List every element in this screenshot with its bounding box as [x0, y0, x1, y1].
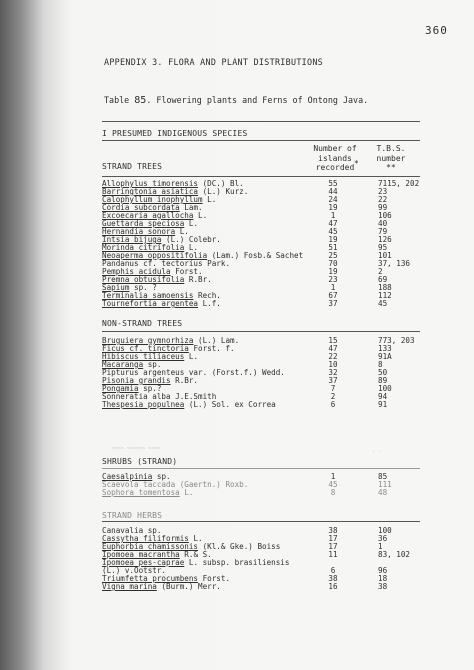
- tbs-number: 95: [378, 243, 388, 252]
- table-title-post: . Flowering plants and Ferns of Ontong Java.: [146, 95, 369, 105]
- islands-recorded: 70: [328, 259, 338, 268]
- tbs-number: 126: [378, 235, 392, 244]
- tbs-number: 101: [378, 251, 392, 260]
- tbs-number: 773, 203: [378, 336, 415, 345]
- tbs-number: 100: [378, 384, 392, 393]
- species-name: [102, 299, 221, 308]
- islands-recorded: 47: [328, 344, 338, 353]
- islands-recorded: 17: [328, 534, 338, 543]
- species-name-underlined: Hibiscus tiliaceus: [102, 352, 185, 361]
- islands-recorded: 10: [328, 360, 338, 369]
- table-number: 85: [134, 95, 147, 106]
- tbs-number: 37, 136: [378, 259, 411, 268]
- islands-recorded: 25: [328, 251, 338, 260]
- species-authority: L.: [184, 219, 199, 228]
- tbs-number: 91A: [378, 352, 392, 361]
- islands-recorded: 19: [328, 267, 338, 276]
- species-name-underlined: Allophylus timorensis: [102, 179, 199, 188]
- species-name-underlined: Tournefortia argentea: [102, 299, 199, 308]
- tbs-number: 85: [378, 472, 388, 481]
- species-authority: L.: [193, 211, 208, 220]
- strike-through-annotation: ~~~~ ~~~~~~ ~~~~: [112, 446, 161, 452]
- column-header-tbs-line-3: **: [386, 163, 396, 172]
- section-i-heading: I PRESUMED INDIGENOUS SPECIES: [102, 129, 248, 138]
- species-name: [102, 488, 193, 497]
- species-authority: (DC.) Bl.: [198, 179, 244, 188]
- islands-recorded: 32: [328, 368, 338, 377]
- column-header-tbs-line-1: T.B.S.: [376, 144, 406, 153]
- species-authority: (L.) Lam.: [193, 336, 240, 345]
- table-row: [0, 488, 474, 497]
- species-name-underlined: Vigna marina: [102, 582, 157, 591]
- species-name-underlined: Cassytha filiformis: [102, 534, 189, 543]
- tbs-number: 112: [378, 291, 392, 300]
- species-authority: R.Br.: [170, 376, 199, 385]
- islands-recorded: 1: [330, 283, 336, 292]
- group-heading-shrubs-strand: SHRUBS (STRAND): [102, 457, 178, 466]
- species-authority: Rech.: [193, 291, 221, 300]
- species-name-underlined: Triumfetta procumbens: [102, 574, 199, 583]
- species-authority: sp. ?: [129, 283, 157, 292]
- species-authority: L.: [184, 243, 199, 252]
- tbs-number: 48: [378, 488, 388, 497]
- species-authority: Forst.: [198, 574, 231, 583]
- table-title: [104, 95, 368, 106]
- islands-recorded: 23: [328, 275, 338, 284]
- islands-recorded: 6: [330, 400, 336, 409]
- islands-recorded: 37: [328, 376, 338, 385]
- column-header-islands-line-2: islands: [318, 153, 352, 163]
- top-rule: [102, 121, 420, 122]
- column-header-star: *: [354, 159, 359, 168]
- species-name-underlined: Calophyllum inophyllum: [102, 195, 203, 204]
- islands-recorded: 11: [328, 550, 338, 559]
- tbs-number: 111: [378, 480, 392, 489]
- islands-recorded: 37: [328, 299, 338, 308]
- species-authority: (L.) v.Ootstr.: [102, 566, 167, 575]
- column-header-islands-line-3: recorded: [315, 163, 355, 172]
- group-heading-strand-trees: STRAND TREES: [102, 162, 163, 171]
- species-authority: Sonneratia alba J.E.Smith: [102, 392, 217, 401]
- islands-recorded: 8: [330, 488, 336, 497]
- islands-recorded: 19: [328, 235, 338, 244]
- islands-recorded: 45: [328, 480, 338, 489]
- tbs-number: 23: [378, 187, 388, 196]
- species-authority: Pandanus cf. tectorius Park.: [102, 259, 231, 268]
- islands-recorded: 55: [328, 179, 338, 188]
- species-authority: Canavalia sp.: [102, 526, 162, 535]
- group-rule: [102, 331, 420, 332]
- species-name-underlined: Pisonia grandis: [102, 376, 171, 385]
- islands-recorded: 24: [328, 195, 338, 204]
- species-authority: L.: [202, 195, 217, 204]
- species-name-underlined: Ipomoea macrantha: [102, 550, 180, 559]
- table-row: [0, 299, 474, 308]
- islands-recorded: 45: [328, 227, 338, 236]
- species-authority: sp.?: [138, 384, 162, 393]
- species-name-underlined: Caesalpinia: [102, 472, 153, 481]
- species-authority: (Kl.& Gke.) Boiss: [198, 542, 281, 551]
- tbs-number: 106: [378, 211, 392, 220]
- tbs-number: 79: [378, 227, 388, 236]
- islands-recorded: 19: [328, 203, 338, 212]
- species-name-underlined: Premna obtusifolia: [102, 275, 185, 284]
- section-rule: [102, 140, 420, 141]
- species-authority: Pipturus argenteus var. (Forst.f.) Wedd.: [102, 368, 285, 377]
- species-authority: R.Br.: [184, 275, 212, 284]
- species-name-underlined: Euphorbia chamissonis: [102, 542, 199, 551]
- tbs-number: 7115, 202: [378, 179, 420, 188]
- group-rule: [102, 521, 420, 522]
- tbs-number: 96: [378, 566, 388, 575]
- islands-recorded: 7: [330, 384, 336, 393]
- species-name-underlined: Terminalia samoensis: [102, 291, 194, 300]
- group-heading-strand-herbs: STRAND HERBS: [102, 511, 163, 520]
- islands-recorded: 67: [328, 291, 338, 300]
- species-name-underlined: Pongamia: [102, 384, 139, 393]
- islands-recorded: 15: [328, 336, 338, 345]
- tbs-number: 1: [378, 542, 383, 551]
- species-name-underlined: Pemphis acidula: [102, 267, 171, 276]
- group-rule: [102, 468, 420, 469]
- species-name-underlined: Excoecaria agallocha: [102, 211, 194, 220]
- species-authority: Forst.: [170, 267, 203, 276]
- species-name-underlined: Bruguiera gymnorhiza: [102, 336, 194, 345]
- tbs-number: 8: [378, 360, 383, 369]
- islands-recorded: 16: [328, 582, 338, 591]
- tbs-number: 2: [378, 267, 383, 276]
- species-name-underlined: Thespesia populnea: [102, 400, 185, 409]
- islands-recorded: 44: [328, 187, 338, 196]
- species-name-underlined: Sophora tomentosa: [102, 488, 180, 497]
- species-authority: (L.) Colebr.: [161, 235, 221, 244]
- tbs-number: 18: [378, 574, 388, 583]
- tbs-number: 100: [378, 526, 392, 535]
- tbs-number: 40: [378, 219, 388, 228]
- species-authority: L.f.: [198, 299, 221, 308]
- islands-recorded: 6: [330, 566, 336, 575]
- species-authority: (L.) Sol. ex Correa: [184, 400, 276, 409]
- tbs-number: 38: [378, 582, 388, 591]
- column-header-tbs: [372, 144, 410, 173]
- tbs-number: 22: [378, 195, 388, 204]
- tbs-number: 83, 102: [378, 550, 411, 559]
- species-name-underlined: Barringtonia asiatica: [102, 187, 199, 196]
- species-name-underlined: Intsia bijuga: [102, 235, 162, 244]
- species-name-underlined: Guettarda speciosa: [102, 219, 185, 228]
- species-name-underlined: Ficus cf. tinctoria: [102, 344, 189, 353]
- species-name-underlined: Macaranga: [102, 360, 144, 369]
- species-name-underlined: Morinda citrifolia: [102, 243, 185, 252]
- islands-recorded: 38: [328, 526, 338, 535]
- header-rule: [102, 176, 420, 177]
- species-name: [102, 582, 221, 591]
- species-name-underlined: Ipomoea pes-caprae: [102, 558, 185, 567]
- species-authority: L.: [188, 534, 203, 543]
- islands-recorded: 2: [330, 392, 336, 401]
- species-authority: (L.) Kurz.: [198, 187, 249, 196]
- islands-recorded: 1: [330, 472, 336, 481]
- islands-recorded: 1: [330, 211, 336, 220]
- species-name-underlined: Hernandia sonora: [102, 227, 176, 236]
- table-row: [0, 400, 474, 409]
- appendix-title: APPENDIX 3. FLORA AND PLANT DISTRIBUTIONS: [104, 57, 324, 67]
- tbs-number: 89: [378, 376, 388, 385]
- species-authority: sp.: [152, 472, 171, 481]
- margin-annotation: ⋅ ⋅: [372, 449, 382, 455]
- tbs-number: 36: [378, 534, 388, 543]
- tbs-number: 99: [378, 203, 388, 212]
- page-number: 360: [425, 24, 448, 37]
- species-authority: L.: [184, 352, 199, 361]
- islands-recorded: 51: [328, 243, 338, 252]
- column-header-islands-line-1: Number of: [313, 144, 357, 153]
- tbs-number: 45: [378, 299, 388, 308]
- species-authority: L.: [179, 488, 194, 497]
- islands-recorded: 17: [328, 542, 338, 551]
- species-authority: Scaevola taccada (Gaertn.) Roxb.: [102, 480, 249, 489]
- table-title-pre: Table: [104, 95, 130, 105]
- species-authority: L.: [175, 227, 189, 236]
- tbs-number: 50: [378, 368, 388, 377]
- islands-recorded: 47: [328, 219, 338, 228]
- species-authority: Forst. f.: [188, 344, 235, 353]
- species-name-underlined: Neoaperma oppositifolia: [102, 251, 208, 260]
- tbs-number: 69: [378, 275, 388, 284]
- species-name: [102, 400, 276, 409]
- tbs-number: 91: [378, 400, 388, 409]
- islands-recorded: 22: [328, 352, 338, 361]
- group-heading-non-strand-trees: NON-STRAND TREES: [102, 319, 183, 328]
- species-authority: sp.: [143, 360, 162, 369]
- tbs-number: 188: [378, 283, 392, 292]
- species-name-underlined: Cordia subcordata: [102, 203, 180, 212]
- table-row: [0, 582, 474, 591]
- species-authority: L. subsp. brasiliensis: [184, 558, 290, 567]
- species-authority: R.& S.: [179, 550, 212, 559]
- species-authority: Lam.: [179, 203, 203, 212]
- column-header-tbs-line-2: number: [376, 153, 406, 163]
- species-authority: (Lam.) Fosb.& Sachet: [207, 251, 304, 260]
- tbs-number: 133: [378, 344, 392, 353]
- tbs-number: 94: [378, 392, 388, 401]
- species-name-underlined: Sapium: [102, 283, 130, 292]
- species-authority: (Burm.) Merr.: [156, 582, 221, 591]
- islands-recorded: 38: [328, 574, 338, 583]
